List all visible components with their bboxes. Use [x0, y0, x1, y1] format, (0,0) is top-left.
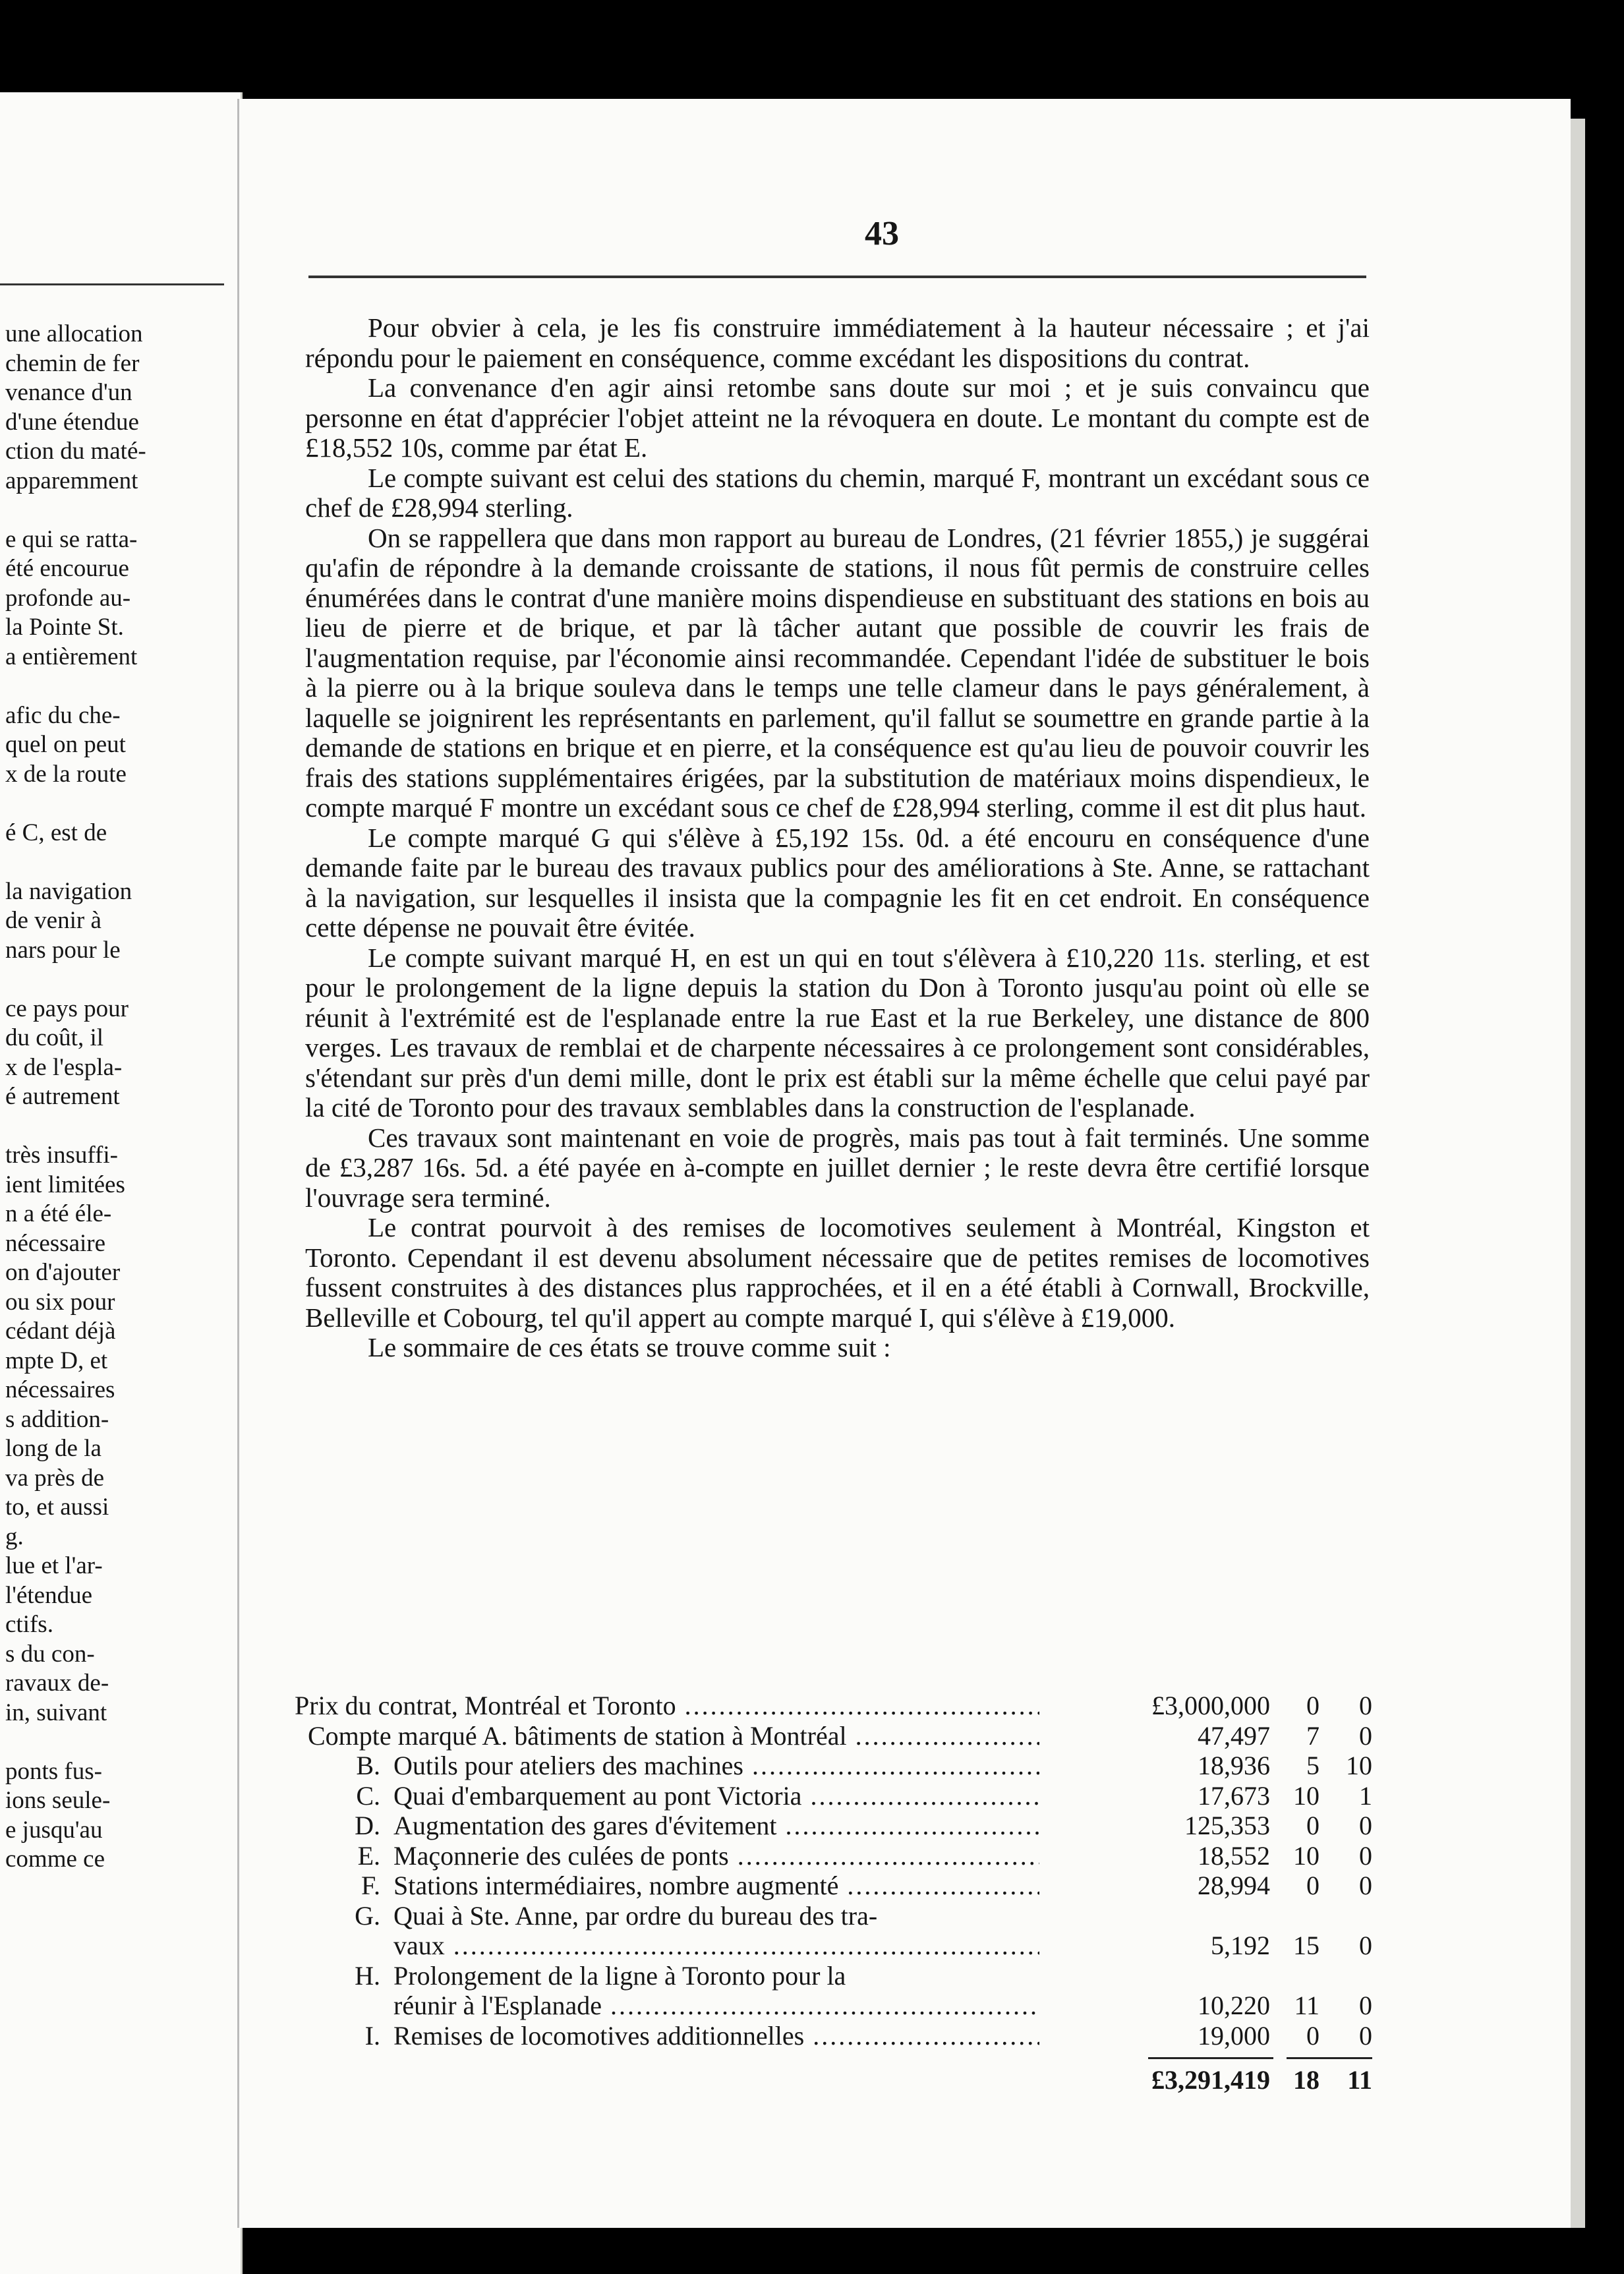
summary-row	[288, 1931, 1376, 1961]
left-page-line: cédant déjà	[5, 1318, 116, 1345]
left-page-fragment	[0, 92, 243, 2274]
paragraph: Le compte suivant marqué H, en est un qui en tout s'élèvera à £10,220 11s. sterling, et est pour le prolongement de la ligne depuis la station du Don à Toronto jusqu'au point où elle se réunit à l'extrémité est de l'esplanade entre la rue East et la rue Berkeley, une distance de 800 verges. Les travaux de remblai et de charpente nécessaires à ce prolongement sont considérables, s'étendant sur près d'un demi mille, dont le prix est établi sur la même échelle que celui payé par la cité de Toronto pour des travaux semblables dans la construction de l'esplanade.	[305, 942, 1370, 1122]
left-page-line: afic du che-	[5, 701, 121, 729]
left-page-line: ions seule-	[5, 1787, 111, 1814]
summary-label: Remises de locomotives additionnelles .....	[393, 2021, 1039, 2051]
total-shillings: 18	[1293, 2065, 1320, 2095]
summary-row	[288, 1901, 1376, 1931]
left-page-line: a entièrement	[5, 643, 138, 670]
left-page-line: x de la route	[5, 760, 127, 788]
summary-letter: B.	[356, 1751, 380, 1780]
summary-row	[288, 1961, 1376, 1991]
summary-label: Quai à Ste. Anne, par ordre du bureau des tra-	[393, 1900, 878, 1931]
left-page-line: g.	[5, 1523, 24, 1550]
summary-pence: 10	[1346, 1751, 1372, 1780]
paragraph: Le compte marqué G qui s'élève à £5,192 15s. 0d. a été encouru en conséquence d'une demande faite par le bureau des travaux publics pour des améliorations à Ste. Anne, se rattachant à la navigation, sur lesquelles il insista que la compagnie les fit en cet endroit. En conséquence cette dépense ne pouvait être évitée.	[305, 822, 1370, 943]
summary-pence: 0	[1359, 1871, 1372, 1900]
summary-row	[288, 1751, 1376, 1781]
summary-table	[288, 1691, 1376, 2095]
total-pence: 11	[1347, 2065, 1372, 2095]
page-edge	[1571, 119, 1585, 2228]
left-page-line: la Pointe St.	[5, 614, 124, 641]
summary-label: Compte marqué A. bâtiments de station à Montréal .....	[308, 1721, 1039, 1751]
summary-letter: D.	[355, 1811, 380, 1840]
left-page-line: va près de	[5, 1464, 104, 1492]
summary-shillings: 7	[1306, 1720, 1320, 1751]
summary-letter: E.	[357, 1840, 380, 1871]
summary-pence: 0	[1359, 1691, 1372, 1720]
summary-row	[288, 1991, 1376, 2021]
summary-shillings: 15	[1293, 1931, 1320, 1960]
total-pounds: £3,291,419	[1151, 2065, 1270, 2095]
paragraph: Ces travaux sont maintenant en voie de progrès, mais pas tout à fait terminés. Une somme de £3,287 16s. 5d. a été payée en à-compte en juillet dernier ; le reste devra être certifié lorsque l'ouvrage sera terminé.	[305, 1122, 1370, 1213]
left-page-line: lue et l'ar-	[5, 1552, 103, 1579]
summary-label-cont: réunir à l'Esplanade .....	[393, 1991, 1039, 2020]
left-page-line: e jusqu'au	[5, 1816, 103, 1844]
summary-letter: I.	[364, 2020, 380, 2051]
summary-shillings: 10	[1293, 1840, 1320, 1871]
left-page-line: nécessaire	[5, 1229, 106, 1257]
left-page-line: ce pays pour	[5, 995, 129, 1022]
page-number: 43	[865, 215, 899, 252]
right-page	[237, 99, 1571, 2228]
summary-label: Maçonnerie des culées de ponts .....	[393, 1841, 1039, 1871]
summary-row	[288, 1871, 1376, 1901]
summary-shillings: 0	[1306, 1691, 1320, 1720]
left-page-line: d'une étendue	[5, 408, 139, 436]
left-page-line: venance d'un	[5, 379, 132, 406]
summary-row	[288, 1841, 1376, 1871]
summary-row	[288, 2021, 1376, 2051]
left-page-line: e qui se ratta-	[5, 525, 138, 553]
left-page-line: chemin de fer	[5, 349, 140, 377]
paragraph: Le compte suivant est celui des stations du chemin, marqué F, montrant un excédant sous ce chef de £28,994 sterling.	[305, 462, 1370, 523]
summary-label-cont: vaux .....	[393, 1931, 1039, 1960]
summary-pence: 1	[1359, 1780, 1372, 1811]
summary-pence: 0	[1359, 1720, 1372, 1751]
summary-pounds: 18,936	[1198, 1751, 1270, 1780]
summary-pounds: 47,497	[1198, 1720, 1270, 1751]
summary-row	[288, 1691, 1376, 1721]
left-page-line: quel on peut	[5, 731, 126, 758]
left-page-line: in, suivant	[5, 1699, 107, 1726]
paragraph: Le sommaire de ces états se trouve comme suit :	[368, 1332, 891, 1362]
left-page-line: long de la	[5, 1435, 102, 1462]
body-text	[305, 313, 1370, 1363]
left-page-line: s addition-	[5, 1405, 109, 1433]
left-page-line: l'étendue	[5, 1581, 92, 1609]
summary-shillings: 10	[1293, 1780, 1320, 1811]
left-page-line: ction du maté-	[5, 438, 146, 465]
summary-pence: 0	[1359, 1991, 1372, 2020]
summary-shillings: 11	[1294, 1991, 1320, 2020]
summary-pounds: 28,994	[1198, 1871, 1270, 1900]
summary-shillings: 0	[1306, 2020, 1320, 2051]
summary-shillings: 5	[1306, 1751, 1320, 1780]
summary-pence: 0	[1359, 1931, 1372, 1960]
summary-label: Stations intermédiaires, nombre augmenté .....	[393, 1871, 1039, 1900]
summary-pence: 0	[1359, 1811, 1372, 1840]
left-page-line: été encourue	[5, 555, 129, 582]
left-page-line: très insuffi-	[5, 1142, 118, 1169]
left-page-line: ctifs.	[5, 1611, 53, 1638]
left-page-line: on d'ajouter	[5, 1259, 121, 1286]
left-page-line: profonde au-	[5, 584, 131, 612]
summary-row	[288, 1721, 1376, 1751]
left-page-line: apparemment	[5, 467, 138, 494]
left-page-line: ponts fus-	[5, 1757, 102, 1785]
summary-row	[288, 1781, 1376, 1811]
paragraph: On se rappellera que dans mon rapport au bureau de Londres, (21 février 1855,) je suggérai qu'afin de répondre à la demande croissante de stations, il nous fût permis de construire celles énumérées dans le contrat d'une manière moins dispendieuse en substituant des stations en bois au lieu de pierre et de brique, et par là tâcher autant que possible de couvrir les frais de l'augmentation requise, par l'économie ainsi recommandée. Cependant l'idée de substituer le bois à la pierre ou à la brique souleva dans le temps une telle clameur dans le pays généralement, à laquelle se joignirent les représentants en parlement, qu'il fallut se soumettre en grande partie à la demande de stations en brique et en pierre, et la conséquence est qu'au lieu de pouvoir couvrir les frais des stations supplémentaires érigées, par la substitution de matériaux moins dispendieux, le compte marqué F montre un excédant sous ce chef de £28,994 sterling, comme il est dit plus haut.	[305, 522, 1370, 823]
left-page-line: mpte D, et	[5, 1347, 108, 1374]
summary-pence: 0	[1359, 1840, 1372, 1871]
left-page-line: ravaux de-	[5, 1670, 109, 1697]
summary-letter: H.	[355, 1960, 380, 1991]
summary-label: Outils pour ateliers des machines .....	[393, 1751, 1039, 1780]
left-page-line: é C, est de	[5, 819, 107, 846]
left-page-line: une allocation	[5, 320, 143, 347]
summary-pounds: 10,220	[1198, 1991, 1270, 2020]
total-rules	[288, 2051, 1376, 2065]
summary-label: Prolongement de la ligne à Toronto pour la	[393, 1960, 846, 1991]
summary-shillings: 0	[1306, 1811, 1320, 1840]
summary-label: Augmentation des gares d'évitement .....	[393, 1811, 1039, 1840]
paragraph: Le contrat pourvoit à des remises de locomotives seulement à Montréal, Kingston et Toronto. Cependant il est devenu absolument nécessaire que de petites remises de locomotives fussent construites à des distances plus rapprochées, et il en a été établi à Cornwall, Brockville, Belleville et Cobourg, tel qu'il appert au compte marqué I, qui s'élève à £19,000.	[305, 1212, 1370, 1333]
left-page-line: nars pour le	[5, 936, 121, 964]
summary-shillings: 0	[1306, 1871, 1320, 1900]
summary-pounds: 18,552	[1198, 1840, 1270, 1871]
summary-pence: 0	[1359, 2020, 1372, 2051]
summary-pounds: 125,353	[1184, 1811, 1270, 1840]
summary-label: Prix du contrat, Montréal et Toronto .....	[295, 1691, 1039, 1720]
header-rule	[308, 276, 1366, 278]
left-page-line: nécessaires	[5, 1376, 115, 1403]
summary-pounds: 19,000	[1198, 2020, 1270, 2051]
left-page-line: x de l'espla-	[5, 1053, 123, 1081]
summary-letter: G.	[355, 1900, 380, 1931]
left-page-line: la navigation	[5, 877, 132, 905]
left-page-line: to, et aussi	[5, 1494, 109, 1521]
left-page-line: n a été éle-	[5, 1200, 112, 1227]
left-page-rule	[0, 283, 224, 285]
summary-letter: C.	[356, 1780, 380, 1811]
left-page-line: é autrement	[5, 1083, 120, 1110]
summary-pounds: 5,192	[1211, 1931, 1270, 1960]
summary-row	[288, 1811, 1376, 1841]
left-page-line: de venir à	[5, 907, 102, 934]
left-page-line: comme ce	[5, 1846, 105, 1873]
paragraph: La convenance d'en agir ainsi retombe sans doute sur moi ; et je suis convaincu que personne en état d'apprécier l'objet atteint ne la révoquera en doute. Le montant du compte est de £18,552 10s, comme par état E.	[305, 372, 1370, 463]
summary-letter: F.	[361, 1871, 380, 1900]
summary-label: Quai d'embarquement au pont Victoria .....	[393, 1781, 1039, 1811]
left-page-line: s du con-	[5, 1640, 95, 1668]
summary-pounds: 17,673	[1198, 1780, 1270, 1811]
left-page-line: du coût, il	[5, 1024, 104, 1051]
paragraph: Pour obvier à cela, je les fis construire immédiatement à la hauteur nécessaire ; et j'ai répondu pour le paiement en conséquence, comme excédant les dispositions du contrat.	[305, 312, 1370, 373]
summary-total-row	[288, 2065, 1376, 2095]
left-page-line: ou six pour	[5, 1288, 115, 1316]
left-page-line: ient limitées	[5, 1171, 125, 1198]
summary-pounds: £3,000,000	[1151, 1691, 1270, 1720]
